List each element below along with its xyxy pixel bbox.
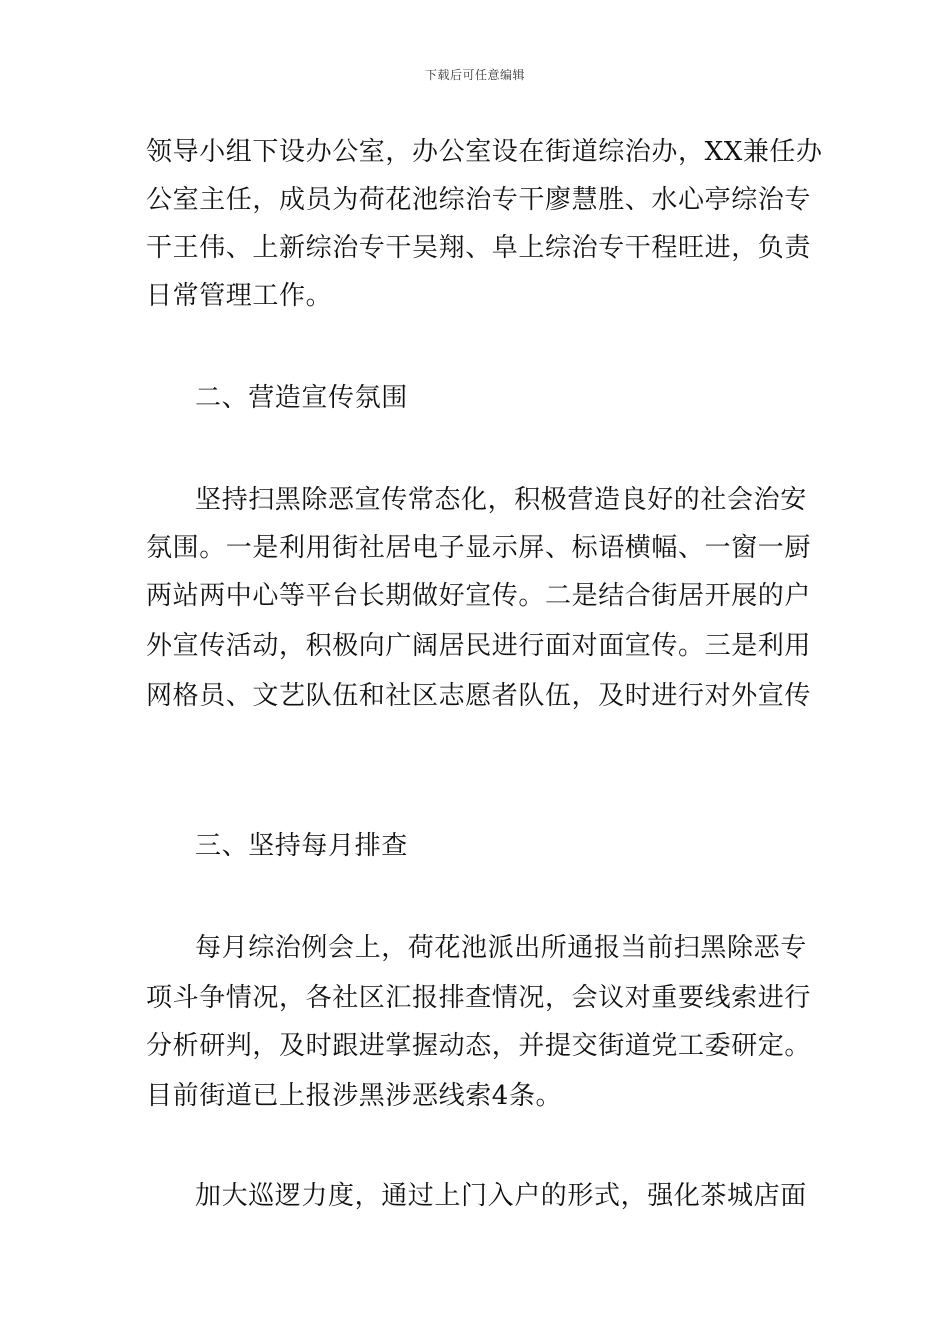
paragraph-line: 公室主任，成员为荷花池综治专干廖慧胜、水心亭综治专 [146, 185, 812, 215]
paragraph-line: 分析研判，及时跟进掌握动态，并提交街道党工委研定。 [146, 1031, 812, 1061]
paragraph-line: 外宣传活动，积极向广阔居民进行面对面宣传。三是利用 [146, 631, 812, 661]
paragraph-line: 加大巡逻力度，通过上门入户的形式，强化茶城店面 [195, 1181, 807, 1211]
paragraph-line: 每月综治例会上，荷花池派出所通报当前扫黑除恶专 [195, 933, 807, 963]
paragraph-line: 目前街道已上报涉黑涉恶线索4条。 [146, 1081, 563, 1111]
paragraph-line: 项斗争情况，各社区汇报排查情况，会议对重要线索进行 [146, 983, 812, 1013]
section-heading: 二、营造宣传氛围 [195, 383, 408, 413]
paragraph-line: 网格员、文艺队伍和社区志愿者队伍，及时进行对外宣传 [146, 681, 812, 711]
paragraph-line: 领导小组下设办公室，办公室设在街道综治办，XX兼任办 [146, 137, 823, 167]
page-header-note: 下载后可任意编辑 [424, 68, 525, 82]
paragraph-line: 两站两中心等平台长期做好宣传。二是结合街居开展的户 [146, 581, 812, 611]
paragraph-line: 坚持扫黑除恶宣传常态化，积极营造良好的社会治安 [195, 485, 807, 515]
paragraph-line: 日常管理工作。 [146, 281, 333, 311]
section-heading: 三、坚持每月排查 [195, 831, 408, 861]
paragraph-line: 干王伟、上新综治专干吴翔、阜上综治专干程旺进，负责 [146, 233, 812, 263]
paragraph-line: 氛围。一是利用街社居电子显示屏、标语横幅、一窗一厨 [146, 533, 812, 563]
